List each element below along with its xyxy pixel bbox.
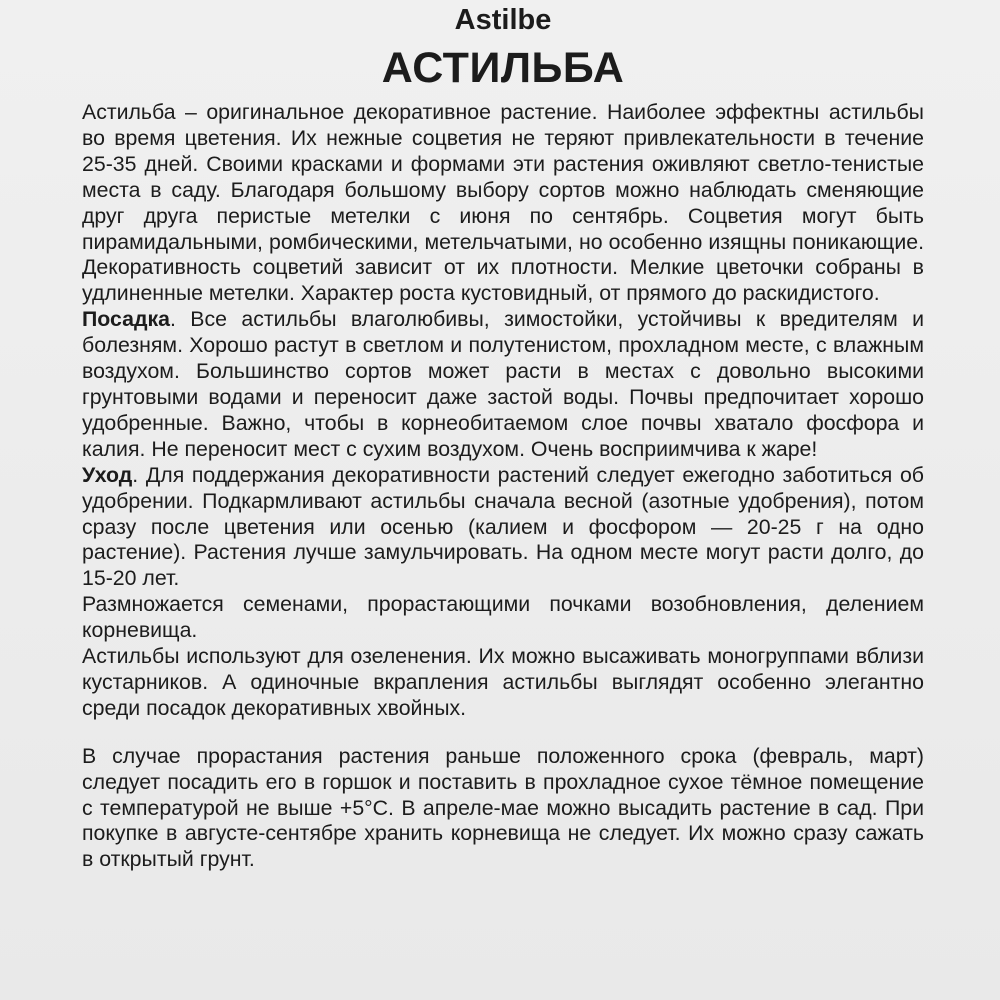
care-heading: Уход bbox=[82, 462, 133, 487]
document-body bbox=[82, 100, 924, 873]
planting-heading: Посадка bbox=[82, 307, 171, 332]
paragraph-care bbox=[82, 463, 924, 593]
paragraph-text: Астильба – оригинальное декоративное растение. Наиболее эффектны астильбы во время цветения. Их нежные соцветия не теряют привлекательности в течение 25-35 дней. Своими красками и формами эти растения оживляют светло-тенистые места в саду. Благодаря большому выбору сортов можно наблюдать сменяющие друг друга перистые метелки с июня по сентябрь. Соцветия могут быть пирамидальными, ромбическими, метельчатыми, но особенно изящны поникающие. Декоративность соцветий зависит от их плотности. Мелкие цветочки собраны в удлиненные метелки. Характер роста кустовидный, от прямого до раскидистого. bbox=[82, 100, 924, 306]
paragraph-usage bbox=[82, 644, 924, 722]
paragraph-text: Астильбы используют для озеленения. Их можно высаживать моногруппами вблизи кустарников. А одиночные вкрапления астильбы выглядят особенно элегантно среди посадок декоративных хвойных. bbox=[82, 644, 924, 720]
paragraph-text: В случае прорастания растения раньше положенного срока (февраль, март) следует посадить его в горшок и поставить в прохладное сухое тёмное помещение с температурой не выше +5°С. В апреле-мае можно высадить растение в сад. При покупке в августе-сентябре хранить корневища не следует. Их можно сразу сажать в открытый грунт. bbox=[82, 743, 924, 872]
paragraph-propagation bbox=[82, 592, 924, 644]
paragraph-text: . Все астильбы влаголюбивы, зимостойки, устойчивы к вредителям и болезням. Хорошо растут в светлом и полутенистом, прохладном месте, с влажным воздухом. Большинство сортов может расти в местах с довольно высокими грунтовыми водами и переносит даже застой воды. Почвы предпочитает хорошо удобренные. Важно, чтобы в корнеобитаемом слое почвы хватало фосфора и калия. Не переносит мест с сухим воздухом. Очень восприимчива к жаре! bbox=[82, 307, 924, 461]
paragraph-storage-note bbox=[82, 744, 924, 874]
page-title: АСТИЛЬБА bbox=[381, 44, 625, 92]
paragraph-planting bbox=[82, 307, 924, 462]
latin-title: Astilbe bbox=[454, 4, 552, 36]
paragraph-text: Размножается семенами, прорастающими почками возобновления, делением корневища. bbox=[82, 592, 924, 643]
paragraph-text: . Для поддержания декоративности растений следует ежегодно заботиться об удобрении. Подкармливают астильбы сначала весной (азотные удобрения), потом сразу после цветения или осенью (калием и фосфором — 20-25 г на одно растение). Растения лучше замульчировать. На одном месте могут расти долго, до 15-20 лет. bbox=[82, 462, 924, 591]
paragraph-description bbox=[82, 100, 924, 307]
